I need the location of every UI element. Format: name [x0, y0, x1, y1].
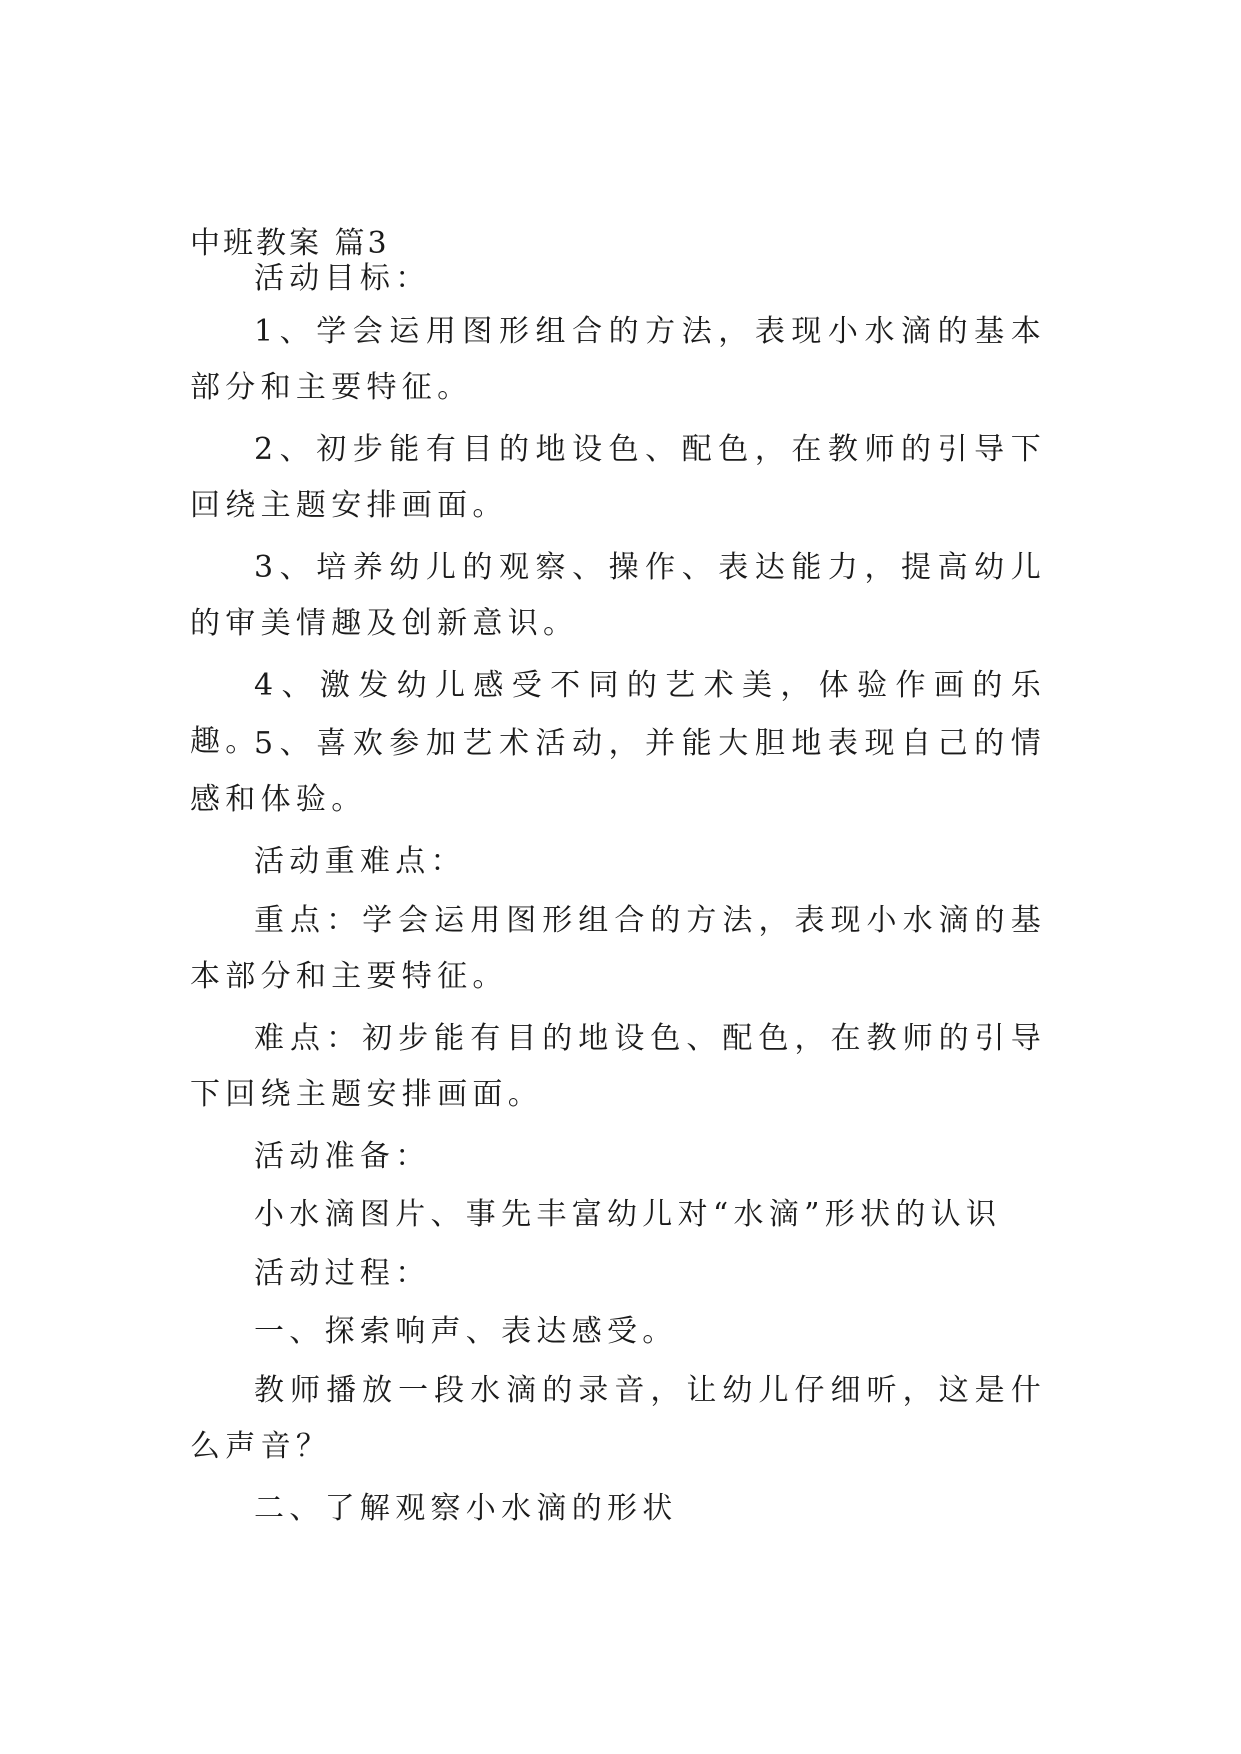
goal-item-3: 3、培养幼儿的观察、操作、表达能力，提高幼儿的审美情趣及创新意识。	[190, 550, 1046, 641]
goal-item-1: 1、学会运用图形组合的方法，表现小水滴的基本部分和主要特征。	[190, 314, 1046, 405]
preparation-text: 小水滴图片、事先丰富幼儿对“水滴”形状的认识	[254, 1197, 1002, 1232]
difficult-point: 难点：初步能有目的地设色、配色，在教师的引导下回绕主题安排画面。	[190, 1021, 1046, 1112]
document-title: 中班教案 篇3	[190, 226, 390, 261]
heading-process: 活动过程：	[254, 1256, 431, 1291]
heading-key-points: 活动重难点：	[254, 844, 466, 879]
heading-activity-goals: 活动目标：	[254, 261, 431, 296]
goal-item-4: 4、激发幼儿感受不同的艺术美，体验作画的乐趣。	[190, 668, 1046, 759]
heading-preparation: 活动准备：	[254, 1139, 431, 1174]
goal-item-5: 5、喜欢参加艺术活动，并能大胆地表现自己的情感和体验。	[190, 726, 1046, 817]
process-step-1-text: 教师播放一段水滴的录音，让幼儿仔细听，这是什么声音？	[190, 1373, 1046, 1464]
process-step-2: 二、了解观察小水滴的形状	[254, 1491, 678, 1526]
key-point: 重点：学会运用图形组合的方法，表现小水滴的基本部分和主要特征。	[190, 903, 1046, 994]
goal-item-2: 2、初步能有目的地设色、配色，在教师的引导下回绕主题安排画面。	[190, 432, 1046, 523]
process-step-1: 一、探索响声、表达感受。	[254, 1314, 678, 1349]
